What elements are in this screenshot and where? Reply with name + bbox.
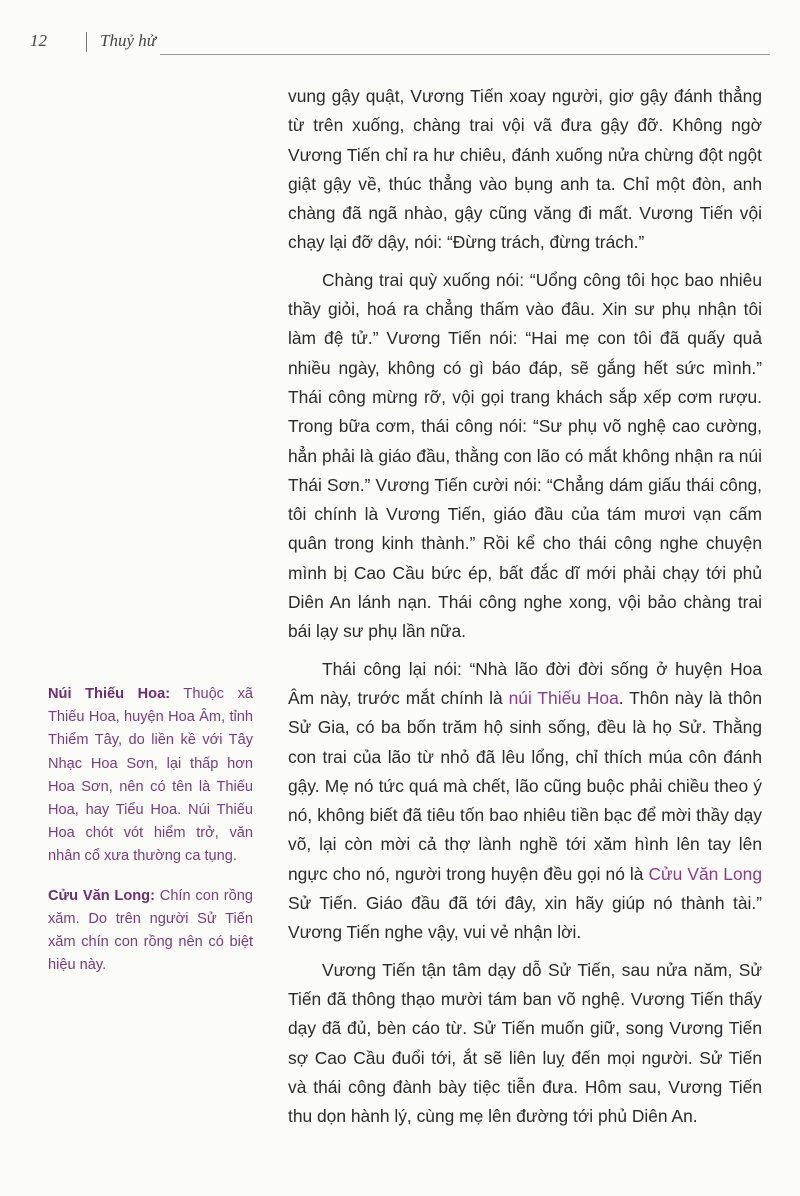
note-cuu-van-long [48, 885, 253, 978]
running-title: Thuỷ hử [100, 31, 157, 50]
paragraph-1: vung gậy quật, Vương Tiến xoay người, giơ gậy đánh thẳng từ trên xuống, chàng trai vội vã đưa gậy đỡ. Không ngờ Vương Tiến chỉ ra hư chiêu, đánh xuống nửa chừng đột ngột giật gậy về, thúc thẳng vào bụng anh ta. Chỉ một đòn, anh chàng đã ngã nhào, gậy cũng văng đi mất. Vương Tiến vội chạy lại đỡ dậy, nói: “Đừng trách, đừng trách.” [288, 86, 762, 253]
note-term: Núi Thiếu Hoa: [48, 686, 171, 702]
paragraph-4: Vương Tiến tận tâm dạy dỗ Sử Tiến, sau nửa năm, Sử Tiến đã thông thạo mười tám ban võ nghệ. Vương Tiến thấy dạy đã đủ, bèn cáo từ. Sử Tiến muốn giữ, song Vương Tiến sợ Cao Cầu đuổi tới, ắt sẽ liên luỵ đến mọi người. Sử Tiến và thái công đành bày tiệc tiễn đưa. Hôm sau, Vương Tiến thu dọn hành lý, cùng mẹ lên đường tới phủ Diên An. [288, 959, 762, 1127]
note-nui-thieu-hoa [48, 683, 253, 869]
header-rule [160, 54, 770, 55]
paragraph-3-part-2: . Thôn này là thôn Sử Gia, có ba bốn trăm hộ sinh sống, đều là họ Sử. Thằng con trai của lão từ nhỏ đã lêu lổng, chỉ thích múa côn đánh gậy. Mẹ nó tức quá mà chết, lão cũng buộc phải chiều theo ý nó, không biết đã tiêu tốn bao nhiêu tiền bạc để mời thầy dạy võ, lại còn mời cả thợ lành nghề tới xăm hình lên tay lên ngực cho nó, người trong huyện đều gọi nó là [288, 687, 762, 884]
page-header [0, 0, 800, 60]
paragraph-3-part-1: Thái công lại nói: “Nhà lão đời đời sống ở huyện Hoa Âm này, trước mắt chính là [288, 658, 762, 708]
main-text-column [288, 82, 762, 1139]
paragraph-2: Chàng trai quỳ xuống nói: “Uổng công tôi học bao nhiêu thầy giỏi, hoá ra chẳng thấm vào đâu. Xin sư phụ nhận tôi làm đệ tử.” Vương Tiến nói: “Hai mẹ con tôi đã quấy quả nhiều ngày, không có gì báo đáp, sẽ gắng hết sức mình.” Thái công mừng rỡ, vội gọi trang khách sắp xếp cơm rượu. Trong bữa cơm, thái công nói: “Sư phụ võ nghệ cao cường, hẳn phải là giáo đầu, thằng con lão có mắt không nhận ra núi Thái Sơn.” Vương Tiến cười nói: “Chẳng dám giấu thái công, tôi chính là Vương Tiến, giáo đầu của tám mươi vạn cấm quân trong kinh thành.” Rồi kể cho thái công nghe chuyện mình bị Cao Cầu bức ép, bất đắc dĩ mới phải chạy tới phủ Diên An lánh nạn. Thái công nghe xong, vội bảo chàng trai bái lạy sư phụ lần nữa. [288, 269, 762, 642]
note-term: Cửu Văn Long: [48, 887, 155, 904]
page-number: 12 [30, 31, 47, 50]
note-text: Chín con rồng xăm. Do trên người Sử Tiến xăm chín con rồng nên có biệt hiệu này. [48, 887, 253, 974]
header-divider [86, 32, 87, 52]
link-cuu-van-long[interactable]: Cửu Văn Long [648, 863, 762, 884]
link-nui-thieu-hoa[interactable]: núi Thiếu Hoa [508, 687, 619, 708]
paragraph-3 [288, 655, 762, 948]
note-text: Thuộc xã Thiếu Hoa, huyện Hoa Âm, tỉnh Thiểm Tây, do liền kề với Tây Nhạc Hoa Sơn, lại thấp hơn Hoa Sơn, nên có tên là Thiếu Hoa, hay Tiểu Hoa. Núi Thiếu Hoa chót vót hiểm trở, văn nhân cổ xưa thường ca tụng. [48, 686, 254, 865]
sidebar-notes [48, 683, 253, 993]
paragraph-3-part-3: Sử Tiến. Giáo đầu đã tới đây, xin hãy giúp nó thành tài.” Vương Tiến nghe vậy, vui vẻ nhận lời. [288, 893, 762, 943]
